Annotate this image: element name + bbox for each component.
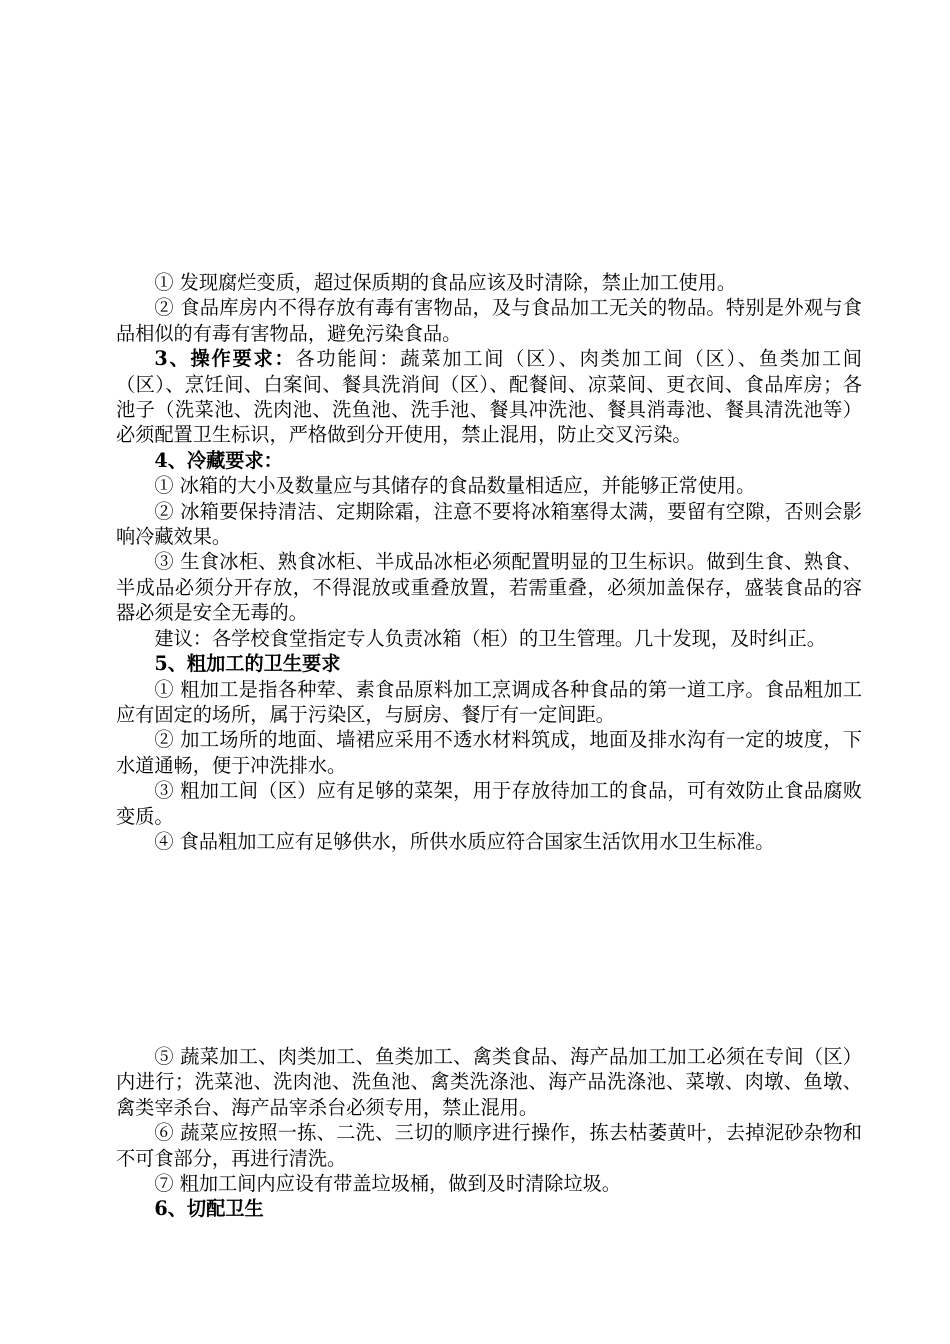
section-heading-4: 4、冷藏要求： [154,448,283,472]
section-heading-6: 6、切配卫生 [154,1197,264,1221]
section-heading-3: 3、操作要求： [154,347,296,371]
paragraph-body: 各功能间：蔬菜加工间（区）、肉类加工间（区）、鱼类加工间（区）、烹饪间、白案间、餐具洗消间（区）、配餐间、凉菜间、更衣间、食品库房；各池子（洗菜池、洗肉池、洗鱼池、洗手池、餐具冲洗池、餐具消毒池、餐具清洗池等）必须配置卫生标识，严格做到分开使用，禁止混用，防止交叉污染。 [116,347,862,447]
text-block-upper [116,270,862,854]
paragraph-item-fridge-3: ③ 生食冰柜、熟食冰柜、半成品冰柜必须配置明显的卫生标识。做到生食、熟食、半成品必须分开存放，不得混放或重叠放置，若需重叠，必须加盖保存，盛装食品的容器必须是安全无毒的。 [116,550,862,625]
section-heading-5: 5、粗加工的卫生要求 [154,652,341,676]
paragraph-item-rough-6: ⑥ 蔬菜应按照一拣、二洗、三切的顺序进行操作，拣去枯萎黄叶，去掉泥砂杂物和不可食部分，再进行清洗。 [116,1121,862,1170]
text-block-lower [116,1044,862,1222]
paragraph-item-rough-2: ② 加工场所的地面、墙裙应采用不透水材料筑成，地面及排水沟有一定的坡度，下水道通畅，便于冲洗排水。 [116,728,862,777]
paragraph-item-rough-5: ⑤ 蔬菜加工、肉类加工、鱼类加工、禽类食品、海产品加工加工必须在专间（区）内进行；洗菜池、洗肉池、洗鱼池、禽类洗涤池、海产品洗涤池、菜墩、肉墩、鱼墩、禽类宰杀台、海产品宰杀台必须专用，禁止混用。 [116,1045,862,1119]
paragraph-item-rough-1: ① 粗加工是指各种荤、素食品原料加工烹调成各种食品的第一道工序。食品粗加工应有固定的场所，属于污染区，与厨房、餐厅有一定间距。 [116,677,862,726]
paragraph-item-2: ② 食品库房内不得存放有毒有害物品，及与食品加工无关的物品。特别是外观与食品相似的有毒有害物品，避免污染食品。 [116,296,862,345]
paragraph-item-rough-4: ④ 食品粗加工应有足够供水，所供水质应符合国家生活饮用水卫生标准。 [154,829,775,853]
paragraph-item-rough-3: ③ 粗加工间（区）应有足够的菜架，用于存放待加工的食品，可有效防止食品腐败变质。 [116,779,862,828]
document-page [116,0,862,1344]
paragraph-item-fridge-1: ① 冰箱的大小及数量应与其储存的食品数量相适应，并能够正常使用。 [154,474,756,498]
paragraph-operation-requirements [116,346,862,448]
paragraph-suggestion: 建议：各学校食堂指定专人负责冰箱（柜）的卫生管理。几十发现，及时纠正。 [154,626,826,650]
paragraph-item-rough-7: ⑦ 粗加工间内应设有带盖垃圾桶，做到及时清除垃圾。 [154,1172,621,1196]
paragraph-item-1: ① 发现腐烂变质，超过保质期的食品应该及时清除，禁止加工使用。 [154,271,737,294]
paragraph-item-fridge-2: ② 冰箱要保持清洁、定期除霜，注意不要将冰箱塞得太满，要留有空隙，否则会影响冷藏效果。 [116,499,862,549]
